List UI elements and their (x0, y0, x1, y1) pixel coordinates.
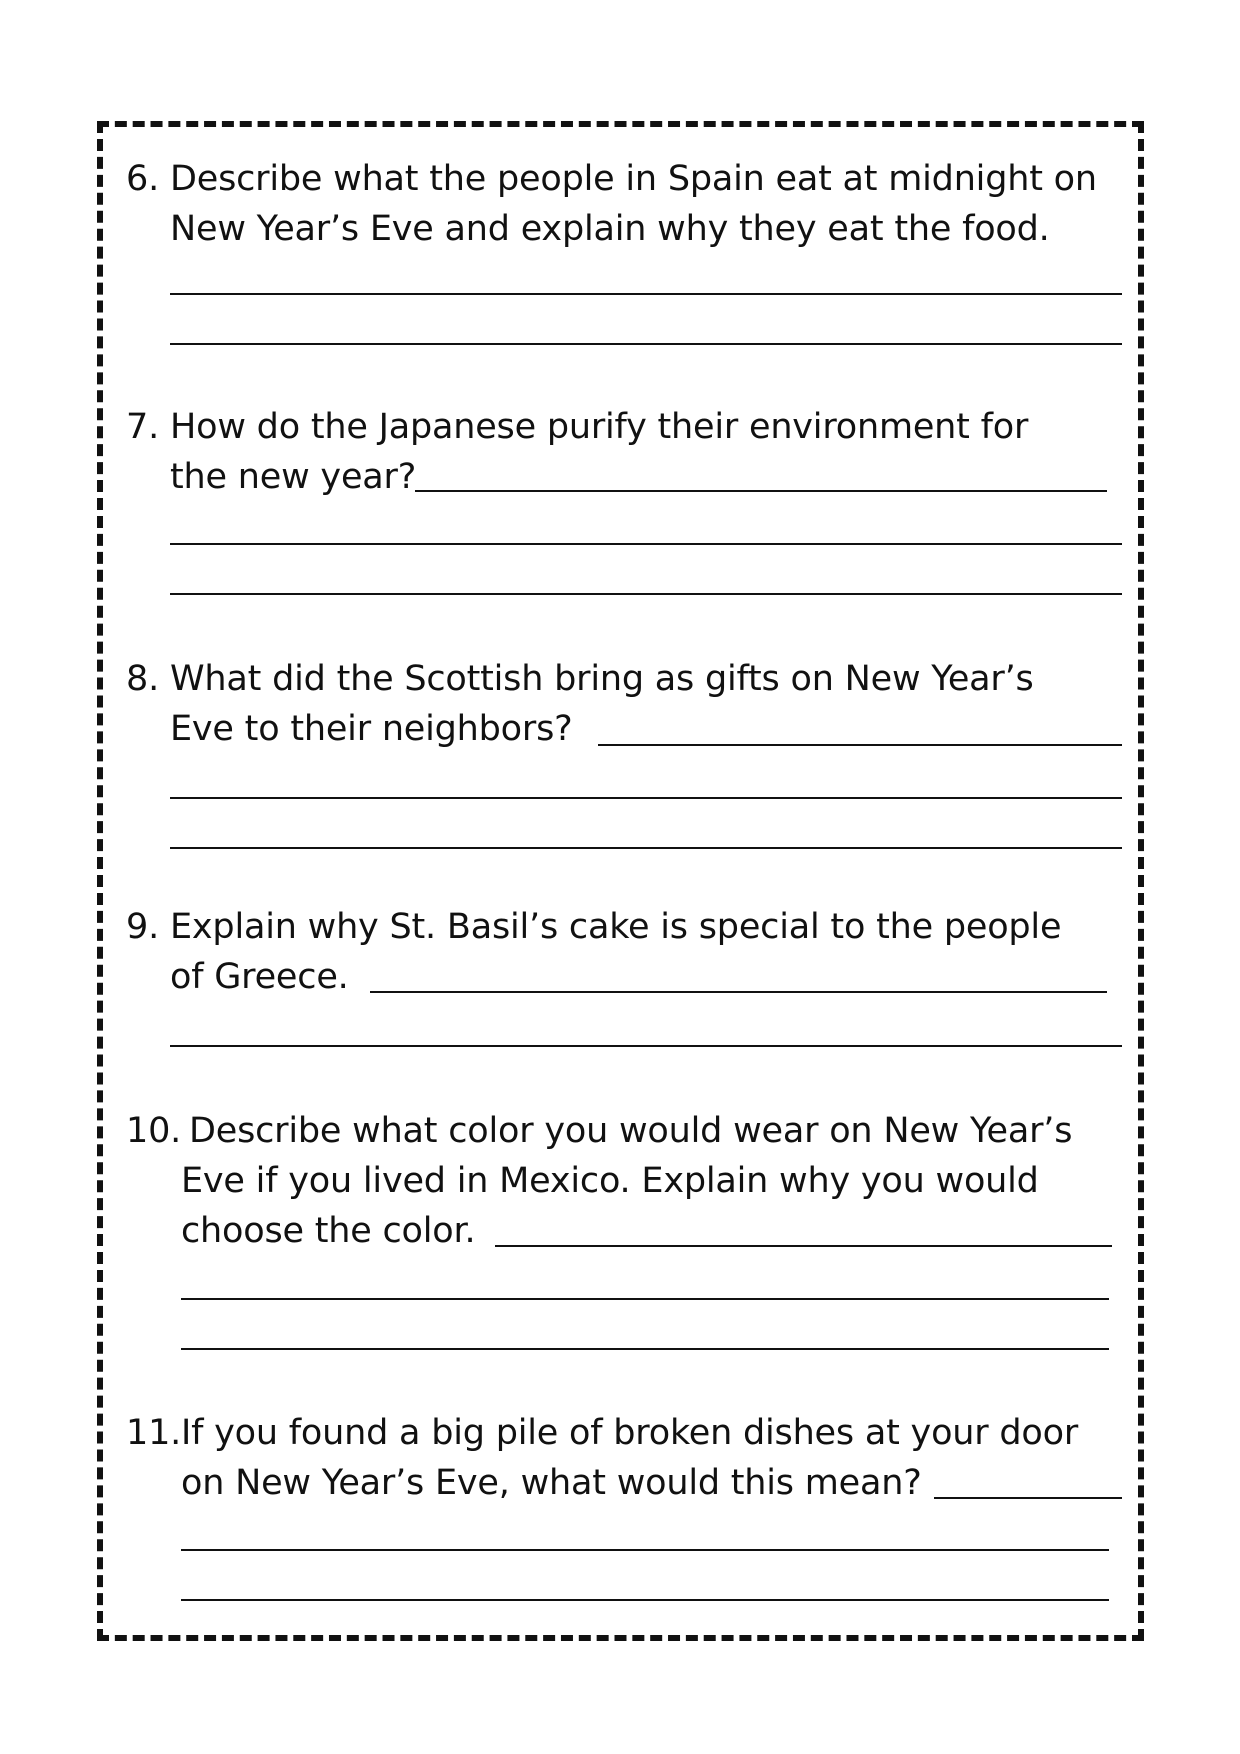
question-number: 7. (126, 407, 159, 447)
question-text-line: Eve to their neighbors? (170, 709, 573, 749)
answer-line[interactable] (170, 1045, 1122, 1047)
question-text-line: on New Year’s Eve, what would this mean? (181, 1463, 922, 1503)
question-text-line: New Year’s Eve and explain why they eat the food. (170, 209, 1050, 249)
question-text-line: Describe what color you would wear on New Year’s (189, 1111, 1073, 1151)
question-text-line: choose the color. (181, 1211, 476, 1251)
answer-line[interactable] (934, 1497, 1122, 1499)
question-text-line: of Greece. (170, 957, 349, 997)
answer-line[interactable] (415, 490, 1107, 492)
question-number: 10. (126, 1111, 182, 1151)
answer-line[interactable] (370, 991, 1107, 993)
question-number: 6. (126, 159, 159, 199)
question-text-line: What did the Scottish bring as gifts on New Year’s (170, 659, 1034, 699)
question-number: 9. (126, 907, 159, 947)
answer-line[interactable] (170, 543, 1122, 545)
question-number: 11. (126, 1413, 182, 1453)
answer-line[interactable] (181, 1599, 1109, 1601)
answer-line[interactable] (170, 847, 1122, 849)
question-text-line: If you found a big pile of broken dishes at your door (181, 1413, 1079, 1453)
question-text-line: Eve if you lived in Mexico. Explain why you would (181, 1161, 1039, 1201)
answer-line[interactable] (495, 1245, 1112, 1247)
answer-line[interactable] (170, 343, 1122, 345)
answer-line[interactable] (181, 1298, 1109, 1300)
question-text-line: Explain why St. Basil’s cake is special to the people (170, 907, 1062, 947)
answer-line[interactable] (181, 1348, 1109, 1350)
answer-line[interactable] (170, 593, 1122, 595)
question-text-line: How do the Japanese purify their environment for (170, 407, 1029, 447)
answer-line[interactable] (598, 744, 1122, 746)
question-text-line: the new year? (170, 457, 417, 497)
question-text-line: Describe what the people in Spain eat at midnight on (170, 159, 1097, 199)
answer-line[interactable] (170, 797, 1122, 799)
answer-line[interactable] (181, 1549, 1109, 1551)
answer-line[interactable] (170, 293, 1122, 295)
question-number: 8. (126, 659, 159, 699)
